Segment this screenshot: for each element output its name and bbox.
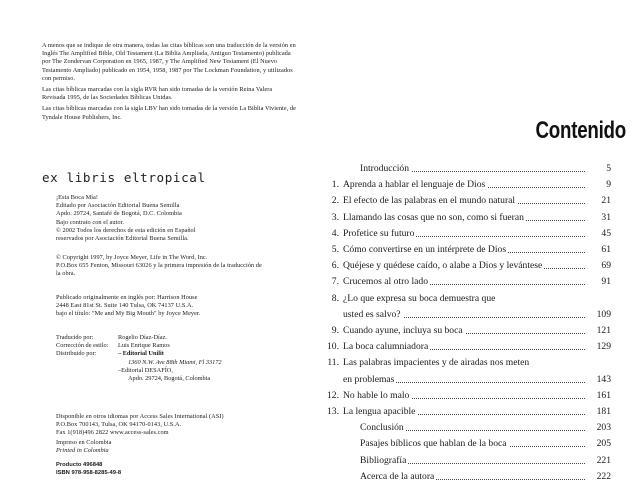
distribution-line: Fax 1(918)496 2822 www.access-sales.com (56, 429, 169, 437)
credit-row (56, 367, 296, 375)
edition-line: Bajo contrato con el autor. (56, 218, 124, 226)
toc-entry-title (360, 162, 585, 175)
edition-line: Apdo. 29724, Santafé de Bogotá, D.C. Colombia (56, 210, 182, 218)
toc-page-number: 69 (601, 260, 611, 272)
toc-entry-text: ¿Lo que expresa su boca demuestra que (343, 292, 496, 304)
credit-row (56, 359, 296, 367)
isbn: ISBN 978-958-8285-49-8 (56, 469, 122, 476)
distribution-line: Disponible en otros idiomas por Access Sales International (ASI) (56, 413, 224, 420)
toc-entry-title (360, 470, 585, 483)
toc-entry (323, 454, 611, 467)
toc-page-number: 109 (596, 308, 611, 320)
toc-page-number: 21 (601, 195, 611, 207)
toc-entry-title (343, 275, 585, 288)
toc-entry-text: Conclusión (360, 422, 404, 434)
toc-chapter-number: 4. (331, 227, 339, 239)
toc-entry (323, 405, 611, 418)
toc-page-number: 61 (601, 244, 611, 255)
bible-versions-note: A menos que se indique de otra manera, todas las citas bíblicas son una traducción de la versión en Inglés The Amplified Bible, Old Testament (La Biblia Ampliada, Antiguo Testamento) publicada por The Zondervan Corporation en 1965, 1987, y The Amplified New Testament (El Nuevo Testamento Ampliado) publicado en 1954, 1958, 1987 por The Lockman Foundation, y utilizados con permiso. (42, 42, 296, 82)
toc-entry (323, 211, 611, 224)
toc-entry-title (343, 243, 585, 256)
toc-page-number: 181 (596, 406, 611, 417)
toc-entry (323, 340, 611, 353)
toc-entry-text: Crucemos al otro lado (343, 276, 428, 288)
publisher-line: Publicado originalmente en inglés por: Harrison House (56, 294, 198, 301)
toc-page-number: 222 (596, 470, 611, 482)
toc-chapter-number: 7. (331, 276, 339, 288)
credit-key: Traducido por: (56, 334, 94, 341)
toc-entry-title (343, 389, 585, 402)
credit-key: Corrección de estilo: (56, 342, 109, 350)
original-publisher-info (56, 294, 296, 319)
toc-chapter-number: 13. (327, 406, 339, 417)
toc-chapter-number: 5. (331, 244, 339, 255)
copyright-page (42, 42, 297, 476)
toc-entry-text: Aprenda a hablar el lenguaje de Dios (343, 179, 486, 191)
credit-value: Rogelio Díaz-Díaz. (118, 334, 167, 341)
toc-entry-title (343, 340, 585, 353)
edition-line: ¡Esta Boca Mía! (56, 194, 99, 201)
copyright-line: la obra. (56, 270, 76, 278)
toc-entry-title (343, 211, 585, 224)
credit-row (56, 375, 296, 383)
toc-page-number: 5 (606, 163, 611, 174)
toc-entry-text: Introducción (360, 163, 410, 174)
toc-entry (323, 421, 611, 434)
toc-entry-text: Acerca de la autora (360, 470, 435, 482)
toc-chapter-number: 9. (331, 325, 339, 336)
toc-entry-text: Pasajes bíblicos que hablan de la boca (360, 438, 507, 450)
toc-entry-text: La lengua apacible (343, 406, 416, 417)
toc-entry (323, 227, 611, 240)
toc-chapter-number: 10. (327, 341, 339, 353)
copyright-info (56, 254, 296, 279)
toc-entry (323, 324, 611, 337)
toc-chapter-number: 1. (331, 179, 339, 191)
toc-chapter-number: 2. (331, 195, 339, 207)
toc-entry-text: Llamando las cosas que no son, como si fueran (343, 211, 524, 223)
edition-info (56, 194, 296, 243)
toc-page-number: 45 (601, 227, 611, 239)
toc-entry (323, 389, 611, 402)
toc-entry-text: Bibliografía (360, 454, 407, 466)
toc-entry-title (343, 227, 585, 240)
rvr-note: Las citas bíblicas marcadas con la sigla RVR han sido tomadas de la versión Reina Valera Revisada 1995, de las Sociedades Bíblicas Unidas. (42, 86, 273, 102)
toc-entry (323, 194, 611, 207)
toc-entry-text: La boca calumniadora (343, 341, 429, 353)
toc-entry-title (343, 324, 585, 337)
toc-page-number: 91 (601, 276, 611, 288)
toc-entry (323, 162, 611, 175)
toc-page-number: 161 (596, 389, 611, 401)
credit-value: 1360 N.W. Ave 88th Miami, Fl 33172 (128, 358, 222, 366)
credit-value: Apdo. 29724, Bogotá, Colombia (128, 375, 211, 383)
toc-entry-title (360, 421, 585, 434)
credit-row (56, 342, 296, 350)
lbv-note: Las citas bíblicas marcadas con la sigla LBV han sido tomadas de la versión La Biblia Viviente, de Tyndale House Publishers, Inc. (42, 105, 296, 121)
credit-key (56, 359, 118, 367)
credit-row (56, 350, 296, 358)
credit-value: Luis Enrique Ramos (118, 342, 170, 350)
edition-line: Editado por Asociación Editorial Buena Semilla (56, 202, 180, 210)
publisher-line: 2448 East 81st St. Suite 140 Tulsa, OK 74137 U.S.A. (56, 302, 194, 310)
credit-value: –Editorial DESAFÍO, (118, 366, 173, 374)
toc-entry (323, 178, 611, 191)
toc-entry-title (343, 292, 585, 305)
credit-key (56, 367, 118, 375)
toc-entry-text: Cómo convertirse en un intérprete de Dios (343, 244, 507, 255)
distribution-line: P.O.Box 700143, Tulsa, OK 94170-0143, U.S.A. (56, 421, 182, 429)
toc-entry-text: Las palabras impacientes y de airadas nos meten (343, 357, 530, 369)
toc-entry-title (343, 405, 585, 418)
ex-libris-stamp: ex libris eltropical (42, 170, 206, 185)
toc-entry (323, 356, 611, 369)
toc-page-number: 221 (596, 454, 611, 466)
product-number: Producto 496848 (56, 462, 103, 468)
copyright-line: © Copyright 1997, by Joyce Meyer, Life in The Word, Inc. (56, 254, 208, 261)
toc-entry-title (343, 356, 585, 369)
credits-list (56, 334, 296, 383)
printed-in (56, 439, 296, 455)
toc-entry (323, 259, 611, 272)
copyright-line: P.O.Box 655 Fenton, Missouri 63026 y la primera impresión de la traducción de (56, 262, 262, 270)
credit-key: Distribuido por: (56, 350, 97, 358)
printed-line: Printed in Colombia (56, 447, 109, 455)
toc-entry (323, 275, 611, 288)
toc-page-number: 31 (601, 211, 611, 223)
toc-chapter-number: 11. (327, 357, 339, 369)
toc-entry (323, 308, 611, 321)
toc-entry-text: Cuando ayune, incluya su boca (343, 325, 463, 336)
publisher-line: bajo el título: "Me and My Big Mouth" by Joyce Meyer. (56, 310, 201, 318)
toc-entry (323, 470, 611, 483)
toc-page-number: 9 (606, 179, 611, 191)
toc-entry-title (360, 437, 585, 450)
credit-key (56, 375, 118, 383)
distribution-info (56, 413, 296, 438)
toc-entry-title (343, 308, 585, 321)
toc-entry-text: usted es salvo? (343, 308, 401, 320)
credit-row (56, 334, 296, 342)
toc-entry-text: No hable lo malo (343, 389, 410, 401)
product-codes (56, 462, 296, 477)
credit-value: – Editorial Unilit (118, 350, 164, 358)
toc-entry (323, 243, 611, 256)
toc-chapter-number: 8. (331, 292, 339, 304)
toc-entry-text: El efecto de las palabras en el mundo natural (343, 195, 516, 207)
toc-chapter-number: 12. (327, 389, 339, 401)
toc-page-number: 203 (596, 422, 611, 434)
printed-line: Impreso en Colombia (56, 439, 112, 446)
toc-chapter-number: 6. (331, 260, 339, 272)
toc-entry-text: Profetice su futuro (343, 227, 415, 239)
toc-entry-text: Quéjese y quédese caído, o alabe a Dios y levántese (343, 260, 543, 272)
toc-entry-title (360, 454, 585, 467)
toc-entry (323, 292, 611, 305)
toc-entry-title (343, 373, 585, 386)
toc-page-number: 205 (596, 438, 611, 450)
toc-entry-title (343, 194, 585, 207)
toc-page-number: 121 (596, 325, 611, 336)
edition-line: © 2002 Todos los derechos de esta edición en Español (56, 226, 196, 234)
toc-page-number: 143 (596, 373, 611, 385)
toc-chapter-number: 3. (331, 211, 339, 223)
toc-entry-text: en problemas (343, 373, 395, 385)
toc-entry (323, 437, 611, 450)
toc-entry-title (343, 259, 585, 272)
page-title: Contenido (535, 117, 626, 144)
toc-entry-title (343, 178, 585, 191)
edition-line: reservados por Asociación Editorial Buena Semilla. (56, 235, 189, 243)
toc-entry (323, 373, 611, 386)
toc-page-number: 129 (596, 341, 611, 353)
